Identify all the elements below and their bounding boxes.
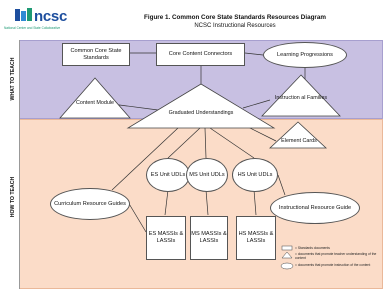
ms-unit-udls-node: MS Unit UDLs	[186, 158, 228, 192]
learning-progressions-node: Learning Progressions	[263, 42, 347, 68]
curriculum-resource-guides-node: Curriculum Resource Guides	[50, 188, 130, 220]
content-module-triangle	[60, 78, 130, 118]
what-to-teach-label: WHAT TO TEACH	[10, 57, 16, 101]
legend-teacher-understanding: = documents that promote teacher understanding of the content	[295, 252, 377, 260]
logo-text: ncsc	[34, 8, 67, 25]
instructional-families-label: Instruction al Families	[274, 95, 328, 101]
es-massis-lassis-node: ES MASSIs & LASSIs	[146, 216, 186, 260]
legend-rect-icon	[282, 246, 292, 250]
logo-tagline: National Center and State Collaborative	[4, 26, 61, 30]
core-content-connectors-node: Core Content Connectors	[156, 43, 245, 66]
figure-subtitle: NCSC Instructional Resources	[194, 23, 276, 29]
legend-standards: = Standards documents	[295, 246, 330, 250]
instructional-resource-guide-node: Instructional Resource Guide	[270, 192, 360, 224]
ms-massis-lassis-node: MS MASSIs & LASSIs	[190, 216, 228, 260]
how-to-teach-label: HOW TO TEACH	[10, 176, 16, 218]
graduated-understandings-triangle	[128, 84, 274, 128]
es-unit-udls-node: ES Unit UDLs	[146, 158, 190, 192]
legend-instruction: = documents that promote instruction of the content	[295, 263, 371, 267]
legend-oval-icon	[281, 263, 293, 269]
hs-unit-udls-node: HS Unit UDLs	[232, 158, 278, 192]
figure-title: Figure 1. Common Core State Standards Resources Diagram	[144, 14, 326, 21]
hs-massis-lassis-node: HS MASSIs & LASSIs	[236, 216, 276, 260]
graduated-understandings-label: Graduated Understandings	[168, 110, 234, 116]
ccss-node: Common Core State Standards	[62, 43, 130, 66]
legend-triangle-icon	[282, 252, 292, 258]
element-cards-label: Element Cards	[281, 138, 317, 144]
content-module-label: Content Module	[75, 100, 115, 106]
